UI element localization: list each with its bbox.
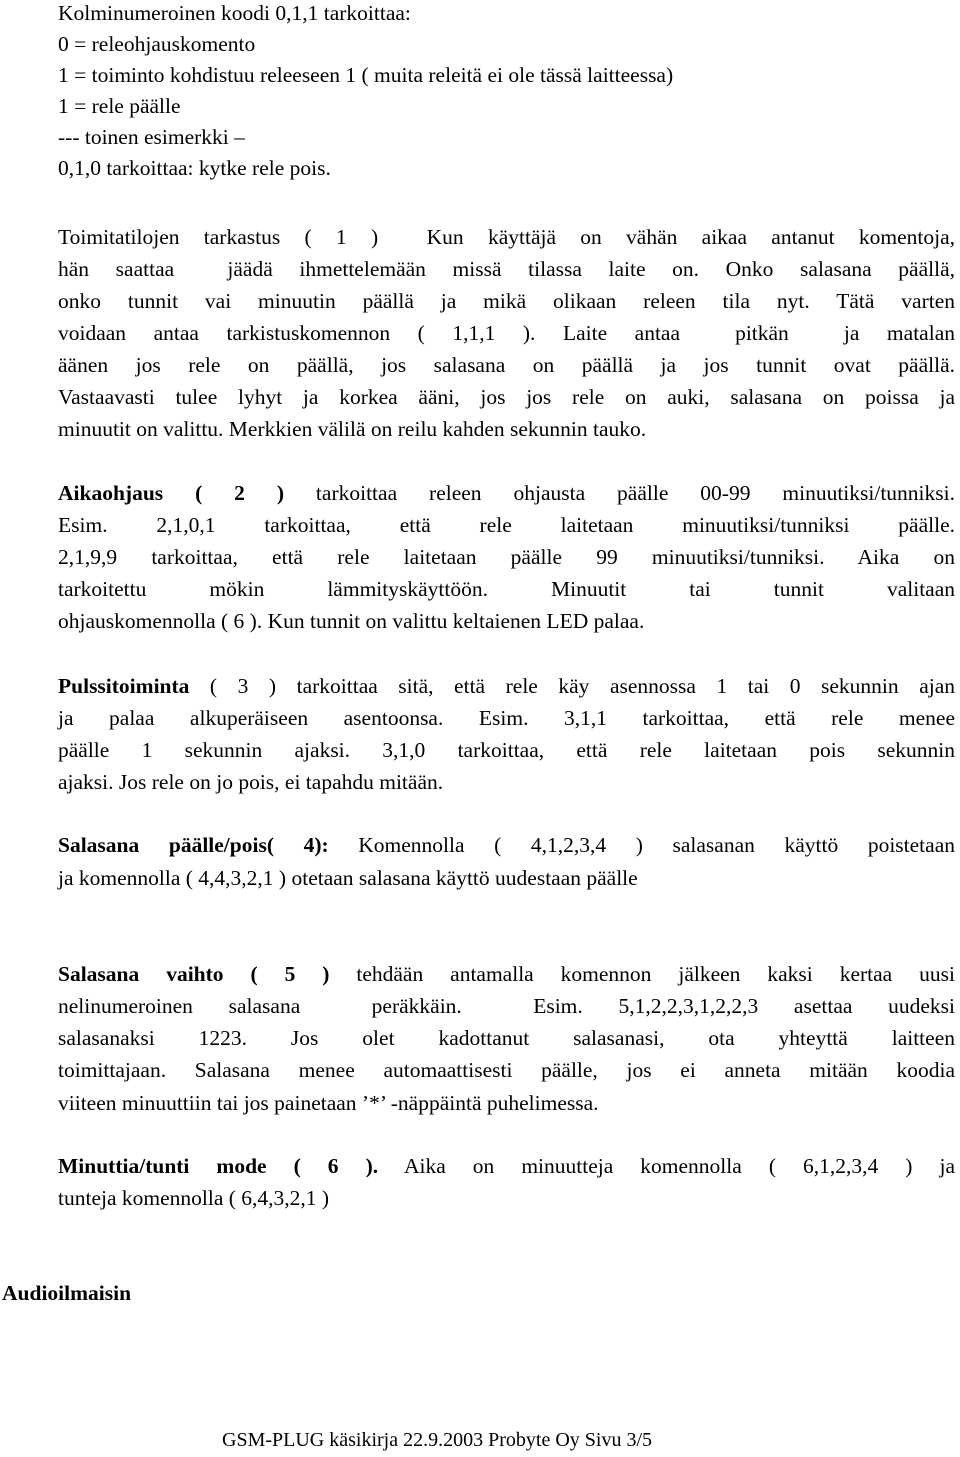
code-line: --- toinen esimerkki –: [58, 125, 245, 149]
code-line: 0,1,0 tarkoittaa: kytke rele pois.: [58, 156, 331, 180]
password-change-line: viiteen minuuttiin tai jos painetaan ’*’ -näppäintä puhelimessa.: [58, 1091, 599, 1115]
status-check-line: onko tunnit vai minuutin päällä ja mikä olikaan releen tila nyt. Tätä varten: [58, 289, 955, 313]
section-heading: Audioilmaisin: [2, 1281, 132, 1305]
code-line: Kolminumeroinen koodi 0,1,1 tarkoittaa:: [58, 1, 411, 25]
mode-line: Minuttia/tunti mode ( 6 ). Aika on minuutteja komennolla ( 6,1,2,3,4 ) ja: [58, 1154, 955, 1178]
pulse-line: Pulssitoiminta ( 3 ) tarkoittaa sitä, että rele käy asennossa 1 tai 0 sekunnin ajan: [58, 674, 955, 698]
status-check-line: voidaan antaa tarkistuskomennon ( 1,1,1 ). Laite antaa pitkän ja matalan: [58, 321, 955, 345]
password-change-line: nelinumeroinen salasana peräkkäin. Esim. 5,1,2,2,3,1,2,2,3 asettaa uudeksi: [58, 994, 955, 1018]
timer-control-title: Aikaohjaus ( 2 ): [58, 481, 284, 505]
password-toggle-line: Salasana päälle/pois( 4): Komennolla ( 4,1,2,3,4 ) salasanan käyttö poistetaan: [58, 833, 955, 857]
pulse-title: Pulssitoiminta: [58, 674, 190, 698]
mode-title: Minuttia/tunti mode ( 6 ).: [58, 1154, 379, 1178]
timer-control-line: tarkoitettu mökin lämmityskäyttöön. Minuutit tai tunnit valitaan: [58, 577, 955, 601]
code-line: 1 = toiminto kohdistuu releeseen 1 ( muita releitä ei ole tässä laitteessa): [58, 63, 674, 87]
status-check-line: hän saattaa jäädä ihmettelemään missä tilassa laite on. Onko salasana päällä,: [58, 257, 955, 281]
timer-control-line: 2,1,9,9 tarkoittaa, että rele laitetaan päälle 99 minuutiksi/tunniksi. Aika on: [58, 545, 955, 569]
code-line: 1 = rele päälle: [58, 94, 181, 118]
timer-control-line: Aikaohjaus ( 2 ) tarkoittaa releen ohjausta päälle 00-99 minuutiksi/tunniksi.: [58, 481, 955, 505]
password-change-title: Salasana vaihto ( 5 ): [58, 962, 330, 986]
pulse-line: ajaksi. Jos rele on jo pois, ei tapahdu mitään.: [58, 770, 444, 794]
pulse-line: päälle 1 sekunnin ajaksi. 3,1,0 tarkoittaa, että rele laitetaan pois sekunnin: [58, 738, 955, 762]
timer-control-line: Esim. 2,1,0,1 tarkoittaa, että rele laitetaan minuutiksi/tunniksi päälle.: [58, 513, 955, 537]
password-change-line: salasanaksi 1223. Jos olet kadottanut salasanasi, ota yhteyttä laitteen: [58, 1026, 955, 1050]
status-check-line: Toimitatilojen tarkastus ( 1 ) Kun käyttäjä on vähän aikaa antanut komentoja,: [58, 225, 955, 249]
password-change-line: Salasana vaihto ( 5 ) tehdään antamalla komennon jälkeen kaksi kertaa uusi: [58, 962, 955, 986]
password-toggle-line: ja komennolla ( 4,4,3,2,1 ) otetaan salasana käyttö uudestaan päälle: [58, 866, 638, 890]
password-change-line: toimittajaan. Salasana menee automaattisesti päälle, jos ei anneta mitään koodia: [58, 1058, 955, 1082]
status-check-line: äänen jos rele on päällä, jos salasana on päällä ja jos tunnit ovat päällä.: [58, 353, 955, 377]
status-check-line: minuutit on valittu. Merkkien välilä on reilu kahden sekunnin tauko.: [58, 417, 647, 441]
password-toggle-title: Salasana päälle/pois( 4):: [58, 833, 329, 857]
pulse-line: ja palaa alkuperäiseen asentoonsa. Esim. 3,1,1 tarkoittaa, että rele menee: [58, 706, 955, 730]
page-footer: GSM-PLUG käsikirja 22.9.2003 Probyte Oy Sivu 3/5: [222, 1429, 652, 1451]
timer-control-line: ohjauskomennolla ( 6 ). Kun tunnit on valittu keltaienen LED palaa.: [58, 609, 645, 633]
mode-line: tunteja komennolla ( 6,4,3,2,1 ): [58, 1186, 330, 1210]
code-line: 0 = releohjauskomento: [58, 32, 256, 56]
status-check-line: Vastaavasti tulee lyhyt ja korkea ääni, jos jos rele on auki, salasana on poissa ja: [58, 385, 955, 409]
